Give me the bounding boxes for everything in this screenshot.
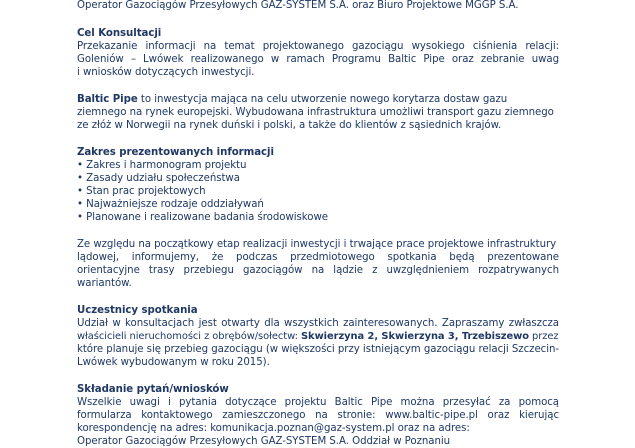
- uczestnicy-line2-pre: właścicieli nieruchomości z obrębów/sołectw:: [77, 331, 301, 342]
- skladanie-text-line: korespondencję na adres: komunikacja.poznan@gaz-system.pl oraz na adres:: [77, 423, 470, 434]
- zakres-list-item: • Stan prac projektowych: [77, 186, 206, 197]
- zakres-list-item: • Planowane i realizowane badania środowiskowe: [77, 212, 328, 223]
- baltic-pipe-name: Baltic Pipe: [77, 94, 138, 105]
- cel-text-line: Goleniów – Lwówek realizowanego w ramach Programu Baltic Pipe oraz zebranie uwag: [77, 54, 559, 65]
- skladanie-text-line: Operator Gazociągów Przesyłowych GAZ-SYSTEM S.A. Oddział w Poznaniu: [77, 436, 451, 447]
- heading-skladanie: Składanie pytań/wniosków: [77, 384, 229, 395]
- heading-uczestnicy: Uczestnicy spotkania: [77, 305, 198, 316]
- zakres-list-item: • Zasady udziału społeczeństwa: [77, 173, 240, 184]
- zakres-list-item: • Najważniejsze rodzaje oddziaływań: [77, 199, 264, 210]
- intro-organizers: Operator Gazociągów Przesyłowych GAZ-SYSTEM S.A. oraz Biuro Projektowe MGGP S.A.: [77, 0, 519, 11]
- etap-text-line: Ze względu na początkowy etap realizacji inwestycji i trwające prace projektowe infrastruktury: [77, 239, 557, 250]
- baltic-line1-text: to inwestycja mająca na celu utworzenie nowego korytarza dostaw gazu: [137, 94, 508, 105]
- etap-text-line: orientacyjne trasy przebiegu gazociągów na lądzie z uwzględnieniem rozpatrywanych: [77, 265, 559, 276]
- skladanie-text-line: formularza kontaktowego zamieszczonego na stronie: www.baltic-pipe.pl oraz kierując: [77, 410, 559, 421]
- uczestnicy-line2-post: przez: [528, 331, 559, 342]
- obreby-names: Skwierzyna 2, Skwierzyna 3, Trzebiszewo: [300, 331, 529, 342]
- baltic-paragraph-line: [77, 93, 559, 106]
- etap-text-line: wariantów.: [77, 278, 132, 289]
- cel-text-line: Przekazanie informacji na temat projektowanego gazociągu wysokiego ciśnienia relacji:: [77, 41, 559, 52]
- skladanie-text-line: Wszelkie uwagi i pytania dotyczące projektu Baltic Pipe można przesyłać za pomocą: [77, 397, 559, 408]
- etap-text-line: lądowej, informujemy, że podczas przedmiotowego spotkania będą prezentowane: [77, 252, 559, 263]
- uczestnicy-text-line: które planuje się przebieg gazociągu (w większości przy istniejącym gazociągu relacji Szczecin-: [77, 344, 560, 355]
- heading-zakres: Zakres prezentowanych informacji: [77, 147, 274, 158]
- cel-text-line: i wniosków dotyczących inwestycji.: [77, 67, 255, 78]
- zakres-list-item: • Zakres i harmonogram projektu: [77, 160, 247, 171]
- baltic-paragraph-line: ze złóż w Norwegii na rynek duński i polski, a także do klientów z sąsiednich krajów.: [77, 120, 502, 131]
- baltic-paragraph-line: ziemnego na rynek europejski. Wybudowana infrastruktura umożliwi transport gazu ziemnego: [77, 107, 554, 118]
- uczestnicy-text-line: Lwówek wybudowanym w roku 2015).: [77, 357, 270, 368]
- uczestnicy-text-line: [77, 330, 559, 343]
- uczestnicy-text-line: Udział w konsultacjach jest otwarty dla wszystkich zainteresowanych. Zapraszamy zwłaszcza: [77, 318, 559, 329]
- heading-cel-konsultacji: Cel Konsultacji: [77, 28, 162, 39]
